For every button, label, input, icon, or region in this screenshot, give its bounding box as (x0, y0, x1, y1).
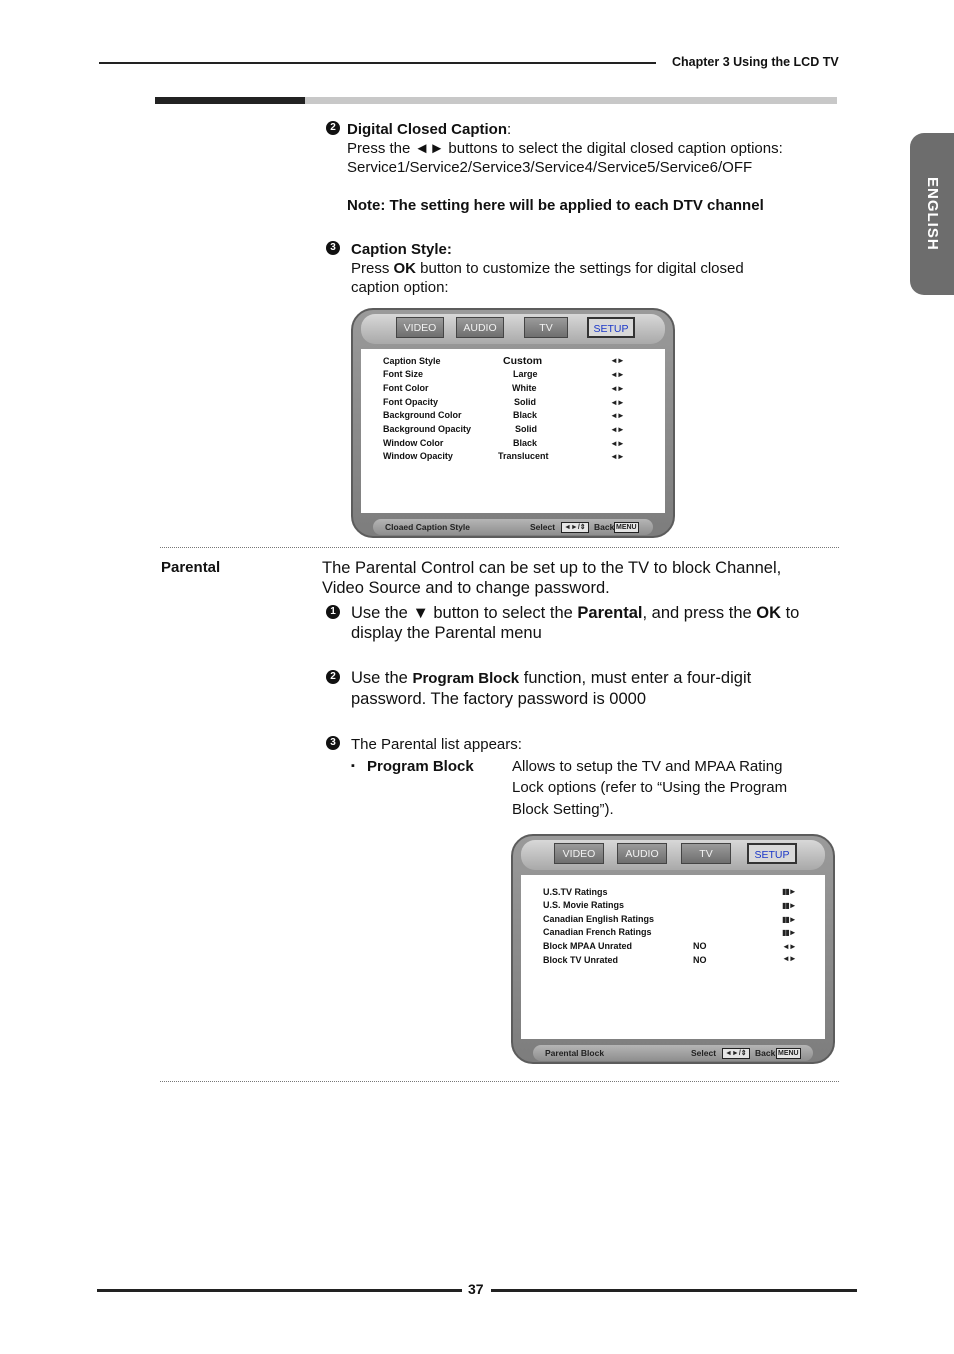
osd-row-label[interactable]: Window Color (383, 438, 444, 448)
osd-row-value: Large (513, 369, 538, 379)
left-right-arrow-icon[interactable]: ◄► (782, 942, 796, 951)
osd-row-label[interactable]: Block TV Unrated (543, 955, 619, 965)
osd-status-bar (373, 519, 653, 535)
dcc-colon: : (507, 121, 512, 138)
left-right-arrow-icon[interactable]: ◄► (782, 954, 796, 963)
parental-intro-line1: The Parental Control can be set up to the TV to block Channel, (322, 559, 782, 577)
language-side-tab (910, 133, 954, 295)
parental-step1-text: to (781, 604, 800, 622)
enter-arrow-icon[interactable]: ▮▮► (782, 901, 796, 910)
osd-status-bar (533, 1045, 813, 1061)
osd-parental-menu (511, 834, 835, 1064)
osd-status-back: Back (594, 522, 615, 532)
left-right-arrow-icon[interactable]: ◄► (610, 384, 624, 393)
osd-row-value: NO (693, 941, 707, 951)
parental-step3-text: The Parental list appears: (351, 736, 522, 753)
footer-rule-left (97, 1289, 462, 1292)
osd-row-label[interactable]: Canadian French Ratings (543, 927, 652, 937)
parental-step2-line1 (351, 668, 751, 689)
osd-row-value: Black (513, 410, 538, 420)
parental-step1-text: , and press the (642, 604, 757, 622)
left-right-arrow-icon[interactable]: ◄► (610, 398, 624, 407)
osd-row-value: NO (693, 955, 707, 965)
osd-row-value: Solid (514, 397, 536, 407)
osd-tab-bar (521, 840, 825, 870)
step-number-badge: 1 (326, 605, 340, 619)
osd-status-select: Select (691, 1048, 717, 1058)
osd-row-label[interactable]: Font Opacity (383, 397, 439, 407)
osd-status-title: Parental Block (545, 1048, 605, 1058)
osd-tab-setup[interactable]: SETUP (587, 317, 635, 338)
caption-style-text: button to customize the settings for digital closed (416, 260, 744, 277)
program-block-desc-line1: Allows to setup the TV and MPAA Rating (512, 758, 783, 775)
enter-arrow-icon[interactable]: ▮▮► (782, 887, 796, 896)
osd-status-title: Cloaed Caption Style (385, 522, 471, 532)
program-block-name: Program Block (412, 670, 520, 687)
osd-row-value: Translucent (498, 451, 549, 461)
osd-tab-tv[interactable]: TV (524, 317, 568, 338)
osd-tab-audio[interactable]: AUDIO (617, 843, 667, 864)
section-divider (160, 1081, 839, 1082)
osd-row-label[interactable]: Caption Style (383, 356, 441, 366)
step-number-badge: 2 (326, 670, 340, 684)
header-rule (99, 62, 656, 64)
caption-style-line1 (351, 259, 744, 278)
osd-row-label[interactable]: Background Opacity (383, 424, 472, 434)
parental-step1-text: Use the ▼ button to select the (351, 604, 578, 622)
parental-step2-line2: password. The factory password is 0000 (351, 690, 647, 708)
caption-style-title: Caption Style: (351, 241, 452, 258)
osd-tab-tv[interactable]: TV (681, 843, 731, 864)
dcc-line1: Press the ◄► buttons to select the digital closed caption options: (347, 140, 783, 157)
section-divider (160, 547, 839, 548)
osd-row-label[interactable]: Window Opacity (383, 451, 453, 461)
dcc-title-line (347, 120, 511, 139)
enter-arrow-icon[interactable]: ▮▮► (782, 915, 796, 924)
osd-tab-video[interactable]: VIDEO (396, 317, 444, 338)
step-number-badge: 3 (326, 241, 340, 255)
left-right-arrow-icon[interactable]: ◄► (610, 356, 624, 365)
parental-step2-text: function, must enter a four-digit (519, 669, 752, 687)
program-block-desc-line3: Block Setting”). (512, 801, 614, 818)
step-number-badge: 3 (326, 736, 340, 750)
osd-screen (521, 875, 825, 1039)
dcc-note: Note: The setting here will be applied to each DTV channel (347, 197, 764, 214)
bullet-marker: ▪ (351, 760, 355, 772)
osd-row-value: Black (513, 438, 538, 448)
osd-status-keys: ◄►/⇕ (561, 522, 589, 533)
osd-row-label[interactable]: Font Color (383, 383, 429, 393)
caption-style-line2: caption option: (351, 279, 449, 296)
left-right-arrow-icon[interactable]: ◄► (610, 370, 624, 379)
osd-status-menu: MENU (778, 1050, 799, 1057)
osd-status-select: Select (530, 522, 556, 532)
osd-row-label[interactable]: Block MPAA Unrated (543, 941, 633, 951)
left-right-arrow-icon[interactable]: ◄► (610, 452, 624, 461)
ok-key-label: OK (393, 260, 417, 277)
page-number: 37 (468, 1281, 484, 1297)
osd-row-label[interactable]: Canadian English Ratings (543, 914, 655, 924)
caption-style-text: Press (351, 260, 394, 277)
language-side-tab-label: ENGLISH (924, 177, 941, 251)
parental-step1-line1 (351, 603, 799, 624)
osd-tab-video[interactable]: VIDEO (554, 843, 604, 864)
osd-row-label[interactable]: U.S. Movie Ratings (543, 900, 625, 910)
program-block-label: Program Block (367, 758, 474, 775)
chapter-title: Chapter 3 Using the LCD TV (672, 55, 839, 69)
parental-menu-name: Parental (577, 604, 643, 622)
osd-row-label[interactable]: U.S.TV Ratings (543, 887, 608, 897)
osd-row-value: Solid (515, 424, 537, 434)
osd-row-value: Custom (503, 355, 543, 367)
osd-tab-bar (361, 314, 665, 344)
section-bar-dark (155, 97, 305, 104)
left-right-arrow-icon[interactable]: ◄► (610, 425, 624, 434)
parental-step2-text: Use the (351, 669, 413, 687)
parental-label: Parental (161, 559, 221, 576)
dcc-line2: Service1/Service2/Service3/Service4/Service5/Service6/OFF (347, 159, 753, 176)
osd-status-menu: MENU (616, 524, 637, 531)
osd-row-value: White (512, 383, 537, 393)
step-number-badge: 2 (326, 121, 340, 135)
parental-intro-line2: Video Source and to change password. (322, 579, 610, 597)
osd-row-label[interactable]: Font Size (383, 369, 423, 379)
osd-caption-style-menu (351, 308, 675, 538)
program-block-desc-line2: Lock options (refer to “Using the Program (512, 779, 788, 796)
left-right-arrow-icon[interactable]: ◄► (610, 439, 624, 448)
osd-status-back: Back (755, 1048, 776, 1058)
footer-rule-right (491, 1289, 857, 1292)
osd-tab-audio[interactable]: AUDIO (456, 317, 504, 338)
osd-screen (361, 349, 665, 513)
left-right-arrow-icon[interactable]: ◄► (610, 411, 624, 420)
dcc-title: Digital Closed Caption (347, 121, 508, 138)
enter-arrow-icon[interactable]: ▮▮► (782, 928, 796, 937)
parental-step1-line2: display the Parental menu (351, 624, 542, 642)
section-bar-light (305, 97, 837, 104)
osd-row-label[interactable]: Background Color (383, 410, 462, 420)
ok-key-label: OK (756, 604, 782, 622)
osd-tab-setup[interactable]: SETUP (747, 843, 797, 864)
osd-status-keys: ◄►/⇕ (722, 1048, 750, 1059)
